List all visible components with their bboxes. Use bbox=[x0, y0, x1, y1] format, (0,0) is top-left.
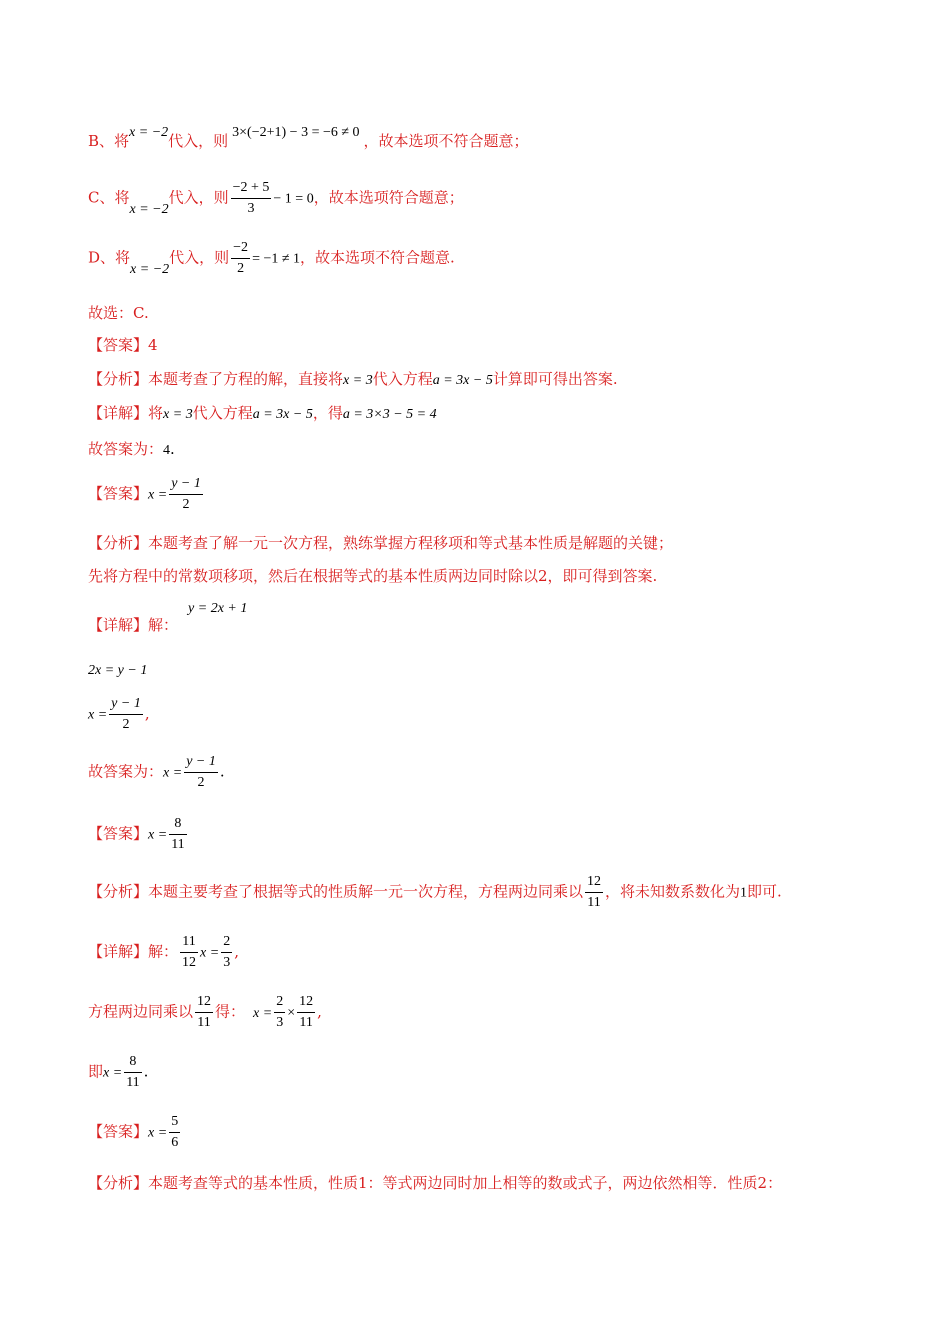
text: , bbox=[234, 942, 239, 961]
answer-3 bbox=[88, 814, 189, 855]
label: 【答案】 bbox=[88, 484, 149, 503]
eq: a = 3x − 5 bbox=[252, 407, 313, 422]
fraction bbox=[184, 752, 218, 793]
fraction bbox=[169, 1112, 180, 1153]
text: 故答案为： bbox=[88, 762, 164, 781]
option-c-lead: C、将 bbox=[88, 188, 130, 207]
eq-d-check: = −1 ≠ 1 bbox=[252, 251, 301, 267]
denominator: 11 bbox=[171, 837, 185, 852]
answer-statement-2 bbox=[88, 752, 225, 793]
text: 代入方程 bbox=[192, 404, 253, 422]
text: . bbox=[143, 1062, 149, 1081]
denominator: 11 bbox=[197, 1015, 211, 1030]
numerator: y − 1 bbox=[184, 752, 218, 773]
eq: a = 3x − 5 bbox=[432, 373, 493, 388]
numerator: 2 bbox=[221, 932, 232, 953]
denominator: 6 bbox=[171, 1135, 179, 1150]
label: 【详解】 bbox=[88, 404, 149, 422]
analysis-3 bbox=[88, 872, 782, 913]
denominator: 3 bbox=[247, 201, 255, 216]
denominator: 2 bbox=[197, 775, 205, 790]
text: 代入，则 bbox=[168, 188, 229, 207]
detail-2 bbox=[88, 601, 248, 635]
eq-x-minus2: x = −2 bbox=[129, 125, 169, 140]
label: 【分析】 bbox=[88, 882, 149, 901]
eq-lhs: x = bbox=[253, 1005, 273, 1021]
text: 代入方程 bbox=[372, 370, 433, 388]
analysis-4: 【分析】本题考查等式的基本性质，性质1：等式两边同时加上相等的数或式子，两边依然相等．性质2： bbox=[88, 1174, 783, 1192]
text: 得： bbox=[215, 1002, 246, 1021]
answer-1: 【答案】4 bbox=[88, 336, 158, 354]
step-2 bbox=[88, 694, 150, 735]
numerator: 8 bbox=[124, 1052, 141, 1073]
fraction bbox=[169, 814, 186, 855]
eq: y = 2x + 1 bbox=[188, 601, 248, 616]
numerator: 2 bbox=[274, 992, 285, 1013]
text: ，故本选项不符合题意. bbox=[300, 248, 455, 267]
fraction bbox=[231, 238, 250, 279]
text: 方程两边同乘以 bbox=[88, 1002, 194, 1021]
numerator: 5 bbox=[169, 1112, 180, 1133]
denominator: 3 bbox=[276, 1015, 284, 1030]
numerator: 8 bbox=[169, 814, 186, 835]
numerator: y − 1 bbox=[109, 694, 143, 715]
denominator: 3 bbox=[223, 955, 231, 970]
detail-3 bbox=[88, 932, 239, 973]
numerator: 11 bbox=[180, 932, 198, 953]
fraction bbox=[231, 178, 272, 219]
value: 1 bbox=[740, 885, 748, 901]
text: 即可. bbox=[747, 882, 782, 901]
eq-lhs: x = bbox=[88, 707, 108, 723]
eq-lhs: x = bbox=[103, 1065, 123, 1081]
text: . bbox=[170, 440, 175, 458]
numerator: −2 + 5 bbox=[231, 178, 272, 199]
denominator: 2 bbox=[237, 261, 245, 276]
fraction bbox=[195, 992, 213, 1033]
numerator: 12 bbox=[585, 872, 603, 893]
eq: a = 3×3 − 5 = 4 bbox=[342, 407, 437, 422]
analysis-1 bbox=[88, 368, 618, 389]
text: 计算即可得出答案. bbox=[492, 370, 618, 388]
fraction bbox=[297, 992, 315, 1033]
text: 本题主要考查了根据等式的性质解一元一次方程，方程两边同乘以 bbox=[148, 882, 584, 901]
option-d-line bbox=[88, 238, 455, 279]
fraction bbox=[221, 932, 232, 973]
text: 将 bbox=[148, 404, 164, 422]
text: 解： bbox=[148, 942, 179, 961]
denominator: 11 bbox=[587, 895, 601, 910]
answer-statement-1 bbox=[88, 438, 175, 459]
option-b-line bbox=[88, 125, 529, 151]
eq-lhs: x = bbox=[148, 1125, 168, 1141]
eq-lhs: x = bbox=[148, 487, 168, 503]
eq-x-minus2: x = −2 bbox=[129, 201, 169, 217]
eq-lhs: x = bbox=[163, 765, 183, 781]
denominator: 12 bbox=[182, 955, 197, 970]
text: ，将未知数系数化为 bbox=[605, 882, 741, 901]
text: 故答案为： bbox=[88, 440, 164, 458]
eq: x = 3 bbox=[343, 373, 373, 388]
denominator: 11 bbox=[299, 1015, 313, 1030]
numerator: −2 bbox=[231, 238, 250, 259]
label: 【详解】 bbox=[88, 616, 149, 634]
label: 【分析】 bbox=[88, 370, 149, 388]
fraction bbox=[124, 1052, 141, 1093]
eq-x-minus2: x = −2 bbox=[130, 261, 170, 277]
eq-c-check: − 1 = 0 bbox=[273, 191, 314, 207]
text: ，得 bbox=[312, 404, 343, 422]
step-3 bbox=[88, 992, 322, 1033]
fraction bbox=[180, 932, 198, 973]
option-c-line bbox=[88, 178, 464, 219]
value: 4 bbox=[163, 443, 171, 458]
denominator: 11 bbox=[126, 1075, 140, 1090]
text: . bbox=[219, 762, 225, 781]
text: 解： bbox=[148, 616, 179, 634]
label: 【答案】 bbox=[88, 824, 149, 843]
option-d-lead: D、将 bbox=[88, 248, 131, 267]
step-4 bbox=[88, 1052, 148, 1093]
eq-lhs: x = bbox=[148, 827, 168, 843]
step-1 bbox=[88, 660, 147, 679]
option-b-lead: B、将 bbox=[88, 132, 130, 150]
denominator: 2 bbox=[122, 717, 130, 732]
times-sign: × bbox=[287, 1005, 296, 1021]
text: ，故本选项符合题意； bbox=[313, 188, 464, 207]
fraction bbox=[169, 474, 203, 515]
denominator: 2 bbox=[182, 497, 190, 512]
analysis-2a: 【分析】本题考查了解一元一次方程，熟练掌握方程移项和等式基本性质是解题的关键； bbox=[88, 534, 674, 552]
text: 本题考查了方程的解，直接将 bbox=[148, 370, 344, 388]
text: 即 bbox=[88, 1062, 104, 1081]
numerator: y − 1 bbox=[169, 474, 203, 495]
fraction bbox=[109, 694, 143, 735]
text: 代入，则 bbox=[169, 248, 230, 267]
conclusion-c: 故选：C. bbox=[88, 304, 149, 322]
text: , bbox=[144, 704, 150, 723]
text: 代入，则 bbox=[168, 132, 229, 150]
numerator: 12 bbox=[195, 992, 213, 1013]
analysis-2b: 先将方程中的常数项移项，然后在根据等式的基本性质两边同时除以2，即可得到答案. bbox=[88, 567, 658, 585]
text: , bbox=[317, 1002, 322, 1021]
numerator: 12 bbox=[297, 992, 315, 1013]
fraction bbox=[274, 992, 285, 1033]
label: 【答案】 bbox=[88, 1122, 149, 1141]
text: ，故本选项不符合题意； bbox=[363, 132, 529, 150]
answer-2 bbox=[88, 474, 205, 515]
detail-1 bbox=[88, 402, 437, 423]
eq: 2x = y − 1 bbox=[88, 663, 148, 678]
label: 【详解】 bbox=[88, 942, 149, 961]
answer-4 bbox=[88, 1112, 182, 1153]
eq: x = 3 bbox=[163, 407, 193, 422]
eq-b-check: 3×(−2+1) − 3 = −6 ≠ 0 bbox=[232, 125, 360, 140]
fraction bbox=[585, 872, 603, 913]
eq: x = bbox=[200, 945, 220, 961]
